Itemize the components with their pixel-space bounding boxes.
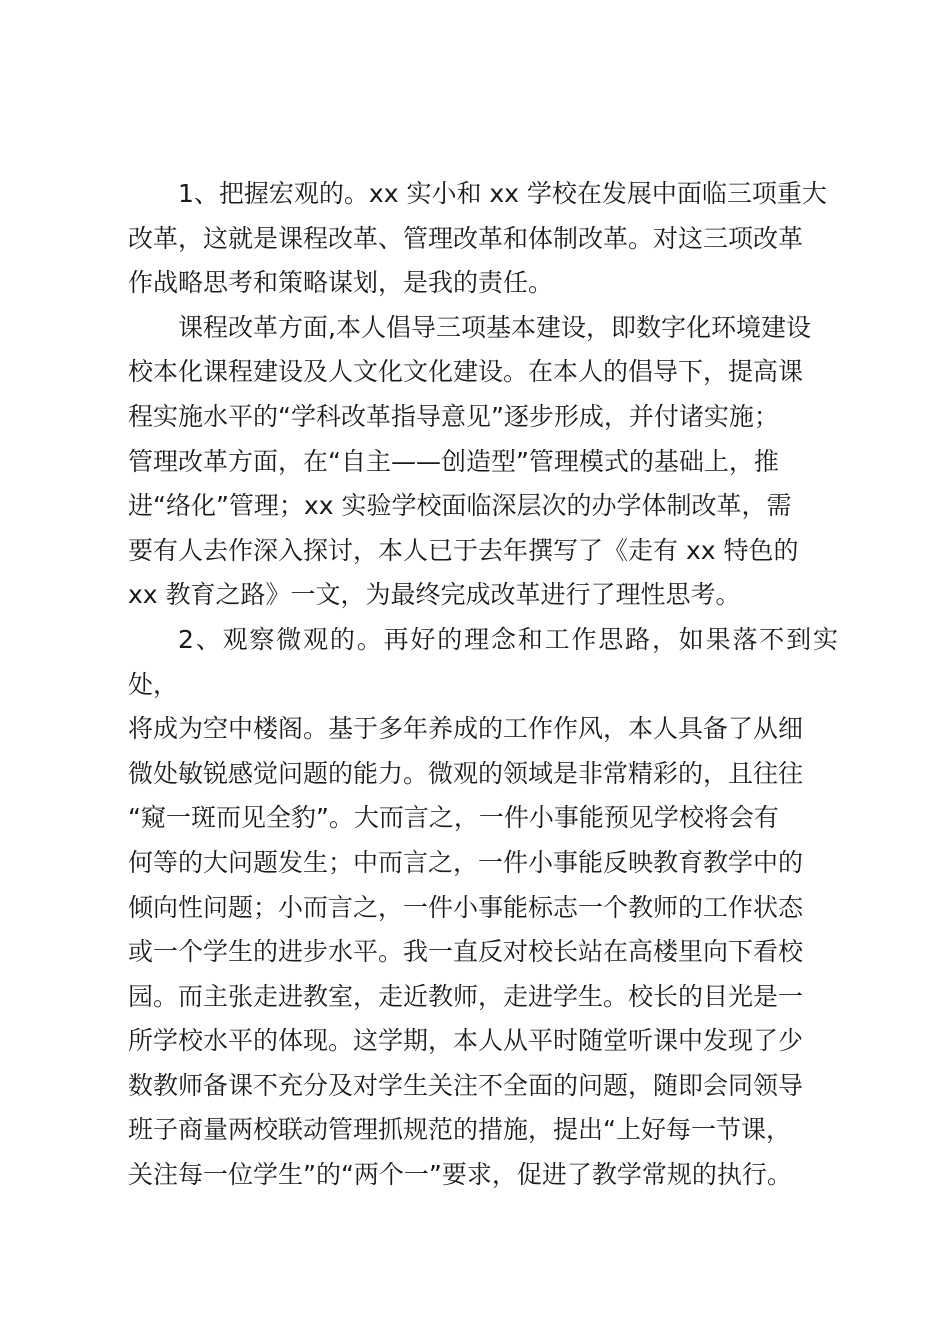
paragraph-macro-reform: 1、把握宏观的。xx 实小和 xx 学校在发展中面临三项重大 改革，这就是课程改革、管理改革和体制改革。对这三项改革 作战略思考和策略谋划，是我的责任。 [128,179,827,298]
document-body [128,172,838,1198]
paragraph-micro-observation: 2、观察微观的。再好的理念和工作思路，如果落不到实处， 将成为空中楼阁。基于多年养成的工作作风，本人具备了从细 微处敏锐感觉问题的能力。微观的领域是非常精彩的，且往往 “窥一斑而见全豹”。大而言之，一件小事能预见学校将会有 何等的大问题发生；中而言之，一件小事能反映教育教学中的 倾向性问题；小而言之，一件小事能标志一个教师的工作状态 或一个学生的进步水平。我一直反对校长站在高楼里向下看校 园。而主张走进教室，走近教师，走进学生。校长的目光是一 所学校水平的体现。这学期，本人从平时随堂听课中发现了少 数教师备课不充分及对学生关注不全面的问题，随即会同领导 班子商量两校联动管理抓规范的措施，提出“上好每一节课， 关注每一位学生”的“两个一”要求，促进了教学常规的执行。 [128,624,838,1190]
paragraph-curriculum-reform: 课程改革方面,本人倡导三项基本建设，即数字化环境建设 校本化课程建设及人文化文化建设。在本人的倡导下，提高课 程实施水平的“学科改革指导意见”逐步形成，并付诸实施； 管理改革方面，在“自主——创造型”管理模式的基础上，推 进“络化”管理；xx 实验学校面临深层次的办学体制改革，需 要有人去作深入探讨，本人已于去年撰写了《走有 xx 特色的 xx 教育之路》一文，为最终完成改革进行了理性思考。 [128,312,811,610]
